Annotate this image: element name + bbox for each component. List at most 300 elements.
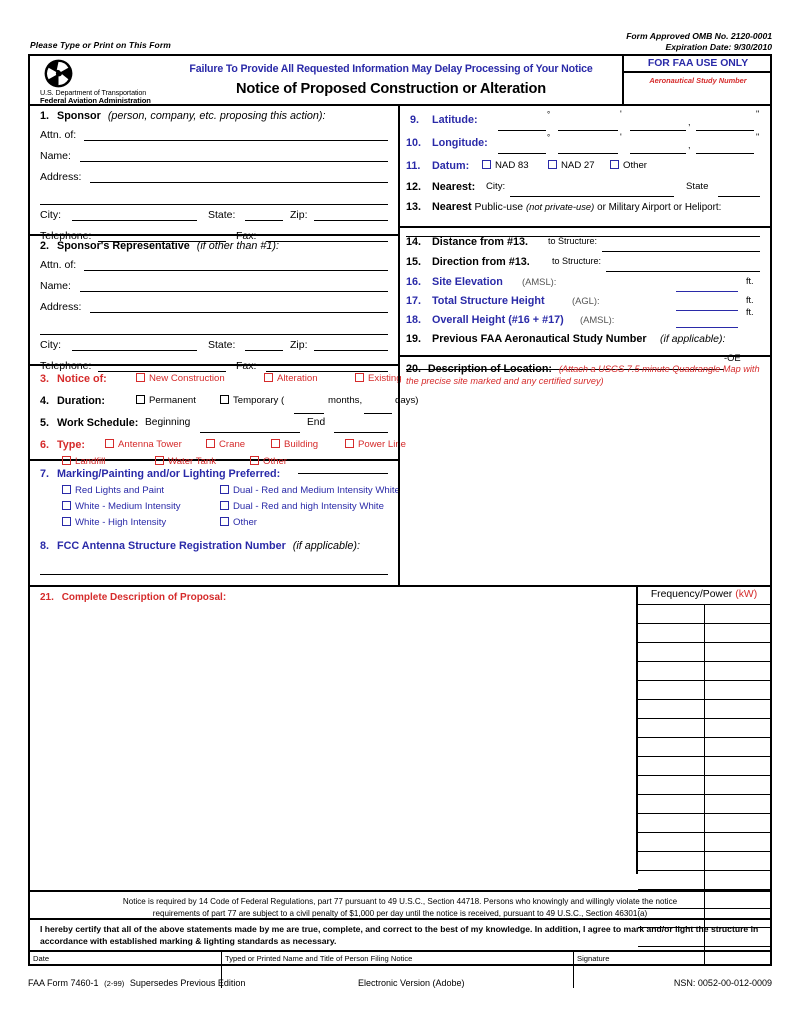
item-10-label: Longitude:: [432, 137, 488, 149]
item-16-number: 16.: [406, 276, 422, 288]
item-1-city-row: [40, 206, 390, 227]
item-7-number: 7.: [40, 468, 50, 480]
signature-label: Signature: [577, 954, 610, 963]
section-items-14-to-19: [400, 228, 770, 363]
item-6-option-1-label: Crane: [219, 439, 246, 450]
frequency-cell[interactable]: [638, 738, 705, 756]
footer-supersedes-note: Supersedes Previous Edition: [129, 978, 246, 988]
item-2-name-input[interactable]: [80, 277, 388, 292]
aeronautical-study-number-label: Aeronautical Study Number: [649, 76, 747, 85]
frequency-power-row[interactable]: [638, 605, 770, 624]
item-14-sub-label: to Structure:: [548, 236, 598, 246]
item-11-option-1-label: NAD 27: [561, 160, 595, 171]
item-10-number: 10.: [406, 137, 422, 149]
item-3-option-1-label: Alteration: [277, 373, 318, 384]
frequency-cell[interactable]: [638, 757, 705, 775]
item-6-option-building[interactable]: [271, 439, 318, 450]
item-3-row: [40, 370, 402, 392]
item-2-title: Sponsor's Representative: [57, 240, 190, 252]
power-cell[interactable]: [705, 624, 771, 642]
item-20-description-area[interactable]: [406, 387, 760, 567]
frequency-power-header-main: Frequency/Power: [650, 589, 733, 600]
item-2-address-input-2[interactable]: [40, 320, 388, 335]
item-9-minutes-input[interactable]: [558, 116, 618, 131]
item-9-row: [406, 111, 762, 134]
date-label: Date: [33, 954, 50, 963]
item-10-degree-symbol: °: [547, 133, 551, 142]
frequency-power-row[interactable]: [638, 814, 770, 833]
footer-form-identifier: [28, 978, 245, 988]
item-2-title-note: (if other than #1):: [196, 240, 280, 252]
item-9-second-symbol: ": [756, 109, 760, 119]
item-21-label: Complete Description of Proposal:: [61, 592, 227, 603]
item-1-city-input[interactable]: [72, 206, 197, 221]
item-2-city-label: City:: [40, 339, 61, 351]
item-1-title: Sponsor: [57, 110, 101, 122]
power-cell[interactable]: [705, 700, 771, 718]
frequency-power-row[interactable]: [638, 833, 770, 852]
item-6-option-antenna-tower[interactable]: [105, 439, 182, 450]
item-13-label-note: (not private-use): [525, 201, 595, 212]
item-7-option-1-label: Dual - Red and Medium Intensity White: [233, 485, 400, 496]
item-2-zip-label: Zip:: [290, 339, 308, 351]
item-7-row-3: [40, 514, 390, 530]
checkbox-building-icon[interactable]: [271, 439, 280, 448]
item-7-option-dual-red-high-white[interactable]: [220, 501, 384, 512]
item-3-label: Notice of:: [57, 373, 107, 385]
for-faa-use-only-title: FOR FAA USE ONLY: [624, 56, 772, 73]
item-12-city-label: City:: [486, 181, 506, 192]
item-10-seconds-input[interactable]: [630, 139, 686, 154]
item-8-number: 8.: [40, 540, 50, 552]
frequency-cell[interactable]: [638, 681, 705, 699]
item-2-attn-input[interactable]: [84, 256, 388, 271]
item-1-address-input[interactable]: [90, 168, 388, 183]
item-6-option-0-label: Antenna Tower: [118, 439, 182, 450]
page-title: Notice of Proposed Construction or Alteration: [236, 81, 546, 97]
checkbox-red-lights-and-paint-icon[interactable]: [62, 485, 71, 494]
checkbox-crane-icon[interactable]: [206, 439, 215, 448]
checkbox-white-high-intensity-icon[interactable]: [62, 517, 71, 526]
item-7-option-red-lights-and-paint[interactable]: [62, 485, 164, 496]
item-5-row: [40, 414, 390, 436]
item-7-option-other[interactable]: [220, 517, 257, 528]
item-17-label: Total Structure Height: [432, 295, 545, 307]
item-13-label-group: [432, 201, 721, 213]
item-6-option-power-line[interactable]: [345, 439, 406, 450]
item-8-input-row: [40, 552, 390, 570]
item-2-name-row: [40, 277, 390, 298]
item-1-telephone-label: Telephone:: [40, 230, 92, 242]
item-5-end-input[interactable]: [334, 418, 388, 433]
frequency-cell[interactable]: [638, 643, 705, 661]
item-1-attn-input[interactable]: [84, 126, 388, 141]
item-17-row: [406, 292, 762, 311]
checkbox-dual-red-medium-white-icon[interactable]: [220, 485, 229, 494]
item-7-option-0-label: Red Lights and Paint: [75, 485, 165, 496]
item-1-zip-label: Zip:: [290, 209, 308, 221]
item-5-number: 5.: [40, 417, 50, 429]
item-20-label: Description of Location:: [427, 363, 553, 375]
item-2-city-row: [40, 336, 390, 357]
item-11-option-0-label: NAD 83: [495, 160, 529, 171]
item-18-overall-height-input[interactable]: [676, 313, 738, 328]
item-6-option-4-label: Landfill: [75, 456, 106, 467]
item-13-row: [406, 198, 762, 216]
checkbox-nad-83-icon[interactable]: [482, 160, 491, 169]
frequency-power-row[interactable]: [638, 852, 770, 871]
item-4-temporary-label: Temporary (: [233, 395, 285, 406]
item-6-row-1: [40, 436, 406, 453]
item-17-unit-label: ft.: [746, 295, 754, 305]
item-1-fax-label: Fax:: [236, 230, 257, 242]
item-19-suffix: -OE: [724, 352, 741, 363]
item-1-attn-row: [40, 126, 390, 147]
item-12-row: [406, 178, 762, 198]
item-6-option-5-label: Water Tank: [168, 456, 216, 467]
item-10-fraction-input[interactable]: [696, 139, 754, 154]
item-3-option-0-label: New Construction: [149, 373, 225, 384]
frequency-power-row[interactable]: [638, 662, 770, 681]
item-10-row: [406, 134, 762, 157]
power-cell[interactable]: [705, 757, 771, 775]
item-8-registration-input[interactable]: [40, 560, 388, 575]
item-16-row: [406, 273, 762, 292]
item-1-number: 1.: [40, 110, 50, 122]
section-items-7-to-8: [30, 461, 398, 585]
item-5-label: Work Schedule:: [57, 417, 139, 429]
footer-form-number: FAA Form 7460-1: [28, 978, 99, 988]
item-6-option-2-label: Building: [284, 439, 319, 450]
section-items-9-to-13: [400, 106, 770, 228]
item-11-option-2-label: Other: [623, 160, 647, 171]
item-20-number: 20.: [406, 363, 422, 375]
checkbox-temporary-icon[interactable]: [220, 395, 229, 404]
frequency-power-row[interactable]: [638, 776, 770, 795]
item-17-number: 17.: [406, 295, 422, 307]
power-cell[interactable]: [705, 719, 771, 737]
item-12-label: Nearest:: [432, 181, 476, 193]
item-1-state-input[interactable]: [245, 206, 283, 221]
form-header: [30, 56, 770, 106]
item-2-address-input[interactable]: [90, 298, 388, 313]
item-2-state-input[interactable]: [245, 336, 283, 351]
power-cell[interactable]: [705, 662, 771, 680]
power-cell[interactable]: [705, 605, 771, 623]
frequency-power-row[interactable]: [638, 643, 770, 662]
footer-nsn: NSN: 0052-00-012-0009: [673, 978, 772, 988]
item-9-label: Latitude:: [432, 114, 478, 126]
checkbox-power-line-icon[interactable]: [345, 439, 354, 448]
item-10-comma: ,: [688, 140, 691, 150]
item-2-address-label: Address:: [40, 301, 82, 313]
item-4-number: 4.: [40, 395, 50, 407]
dot-agency-line: U.S. Department of Transportation: [40, 88, 147, 97]
item-8-label: FCC Antenna Structure Registration Number: [57, 540, 286, 552]
item-12-state-input[interactable]: [718, 182, 760, 197]
item-16-label: Site Elevation: [432, 276, 503, 288]
item-7-option-5-label: Other: [233, 517, 257, 528]
typed-name-label: Typed or Printed Name and Title of Person Filing Notice: [225, 954, 413, 963]
item-15-number: 15.: [406, 256, 422, 268]
frequency-power-header: [638, 585, 770, 605]
frequency-power-row[interactable]: [638, 795, 770, 814]
power-cell[interactable]: [705, 738, 771, 756]
item-2-fax-label: Fax:: [236, 360, 257, 372]
omb-number: Form Approved OMB No. 2120-0001: [626, 31, 772, 41]
frequency-power-row[interactable]: [638, 681, 770, 700]
item-2-number: 2.: [40, 240, 50, 252]
item-14-number: 14.: [406, 236, 422, 248]
statutory-notice-line-2: requirements of part 77 are subject to a civil penalty of $1,000 per day until the notice is received, pursuant to 49 U.S.C., Section 46301(a): [152, 908, 648, 918]
frequency-power-row[interactable]: [638, 871, 770, 890]
item-18-row: [406, 307, 762, 330]
checkbox-white-medium-intensity-icon[interactable]: [62, 501, 71, 510]
item-1-name-row: [40, 147, 390, 168]
item-3-number: 3.: [40, 373, 50, 385]
frequency-cell[interactable]: [638, 871, 705, 889]
item-6-option-6-label: Other: [263, 456, 287, 467]
item-20-note: (Attach a USGS 7.5 minute Quadrangle Map with the precise site marked and any certified survey): [406, 364, 760, 386]
item-1-address-row: [40, 168, 390, 189]
power-cell[interactable]: [705, 852, 771, 870]
item-5-beginning-label: Beginning: [145, 417, 191, 428]
item-21-description-area[interactable]: [36, 613, 630, 871]
checkbox-existing-icon[interactable]: [355, 373, 364, 382]
frequency-power-row[interactable]: [638, 719, 770, 738]
item-1-attn-label: Attn. of:: [40, 129, 77, 141]
frequency-power-row[interactable]: [638, 757, 770, 776]
frequency-power-row[interactable]: [638, 700, 770, 719]
item-7-heading: [40, 468, 390, 480]
item-6-option-3-label: Power Line: [358, 439, 406, 450]
header-warning-subtitle: Failure To Provide All Requested Information May Delay Processing of Your Notice: [189, 63, 593, 75]
item-2-state-label: State:: [208, 339, 236, 351]
checkbox-antenna-tower-icon[interactable]: [105, 439, 114, 448]
item-12-city-input[interactable]: [510, 182, 674, 197]
item-6-option-crane[interactable]: [206, 439, 245, 450]
frequency-cell[interactable]: [638, 662, 705, 680]
item-13-label-bold: Nearest: [432, 201, 472, 213]
section-item-1-sponsor: [30, 106, 398, 242]
item-1-heading: [40, 110, 390, 122]
item-10-minute-symbol: ': [620, 132, 622, 142]
power-cell[interactable]: [705, 833, 771, 851]
item-13-label-rest: Public-use: [474, 202, 524, 213]
statutory-notice-block: [30, 890, 770, 920]
item-18-sub-label: (AMSL):: [580, 314, 615, 325]
item-3-option-new-construction[interactable]: [136, 373, 225, 384]
item-2-address-row-2: [40, 319, 390, 336]
faa-agency-line: Federal Aviation Administration: [40, 96, 151, 105]
item-7-row-1: [40, 482, 400, 498]
item-19-number: 19.: [406, 333, 422, 345]
item-4-permanent-label: Permanent: [149, 395, 196, 406]
item-1-title-note: (person, company, etc. proposing this action):: [107, 110, 326, 122]
item-7-option-3-label: Dual - Red and high Intensity White: [233, 501, 384, 512]
item-3-option-2-label: Existing: [368, 373, 402, 384]
item-1-city-label: City:: [40, 209, 61, 221]
item-2-heading: [40, 240, 390, 252]
item-2-telephone-label: Telephone:: [40, 360, 92, 372]
power-cell[interactable]: [705, 814, 771, 832]
item-4-label: Duration:: [57, 395, 105, 407]
right-column: [400, 106, 770, 585]
item-11-option-nad-27[interactable]: [548, 160, 595, 171]
statutory-notice-line-1: Notice is required by 14 Code of Federal Regulations, part 77 pursuant to 49 U.S.C., Section 44718. Persons who knowingly and willingly violate the notice: [122, 897, 678, 906]
item-9-fraction-input[interactable]: [696, 116, 754, 131]
frequency-cell[interactable]: [638, 719, 705, 737]
checkbox-dual-red-high-white-icon[interactable]: [220, 501, 229, 510]
item-4-months-input[interactable]: [294, 399, 324, 414]
item-4-days-label: days): [395, 395, 419, 406]
item-5-beginning-input[interactable]: [200, 418, 300, 433]
frequency-cell[interactable]: [638, 795, 705, 813]
for-faa-use-only-box: [622, 56, 772, 104]
frequency-cell[interactable]: [638, 814, 705, 832]
frequency-power-row[interactable]: [638, 624, 770, 643]
please-type-note: Please Type or Print on This Form: [30, 40, 171, 50]
item-16-unit-label: ft.: [746, 276, 754, 286]
item-21-heading: [40, 592, 226, 603]
item-8-heading: [40, 540, 390, 552]
item-17-height-input[interactable]: [676, 296, 738, 311]
item-3-option-alteration[interactable]: [264, 373, 318, 384]
checkbox-new-construction-icon[interactable]: [136, 373, 145, 382]
frequency-cell[interactable]: [638, 776, 705, 794]
frequency-cell[interactable]: [638, 624, 705, 642]
item-1-zip-input[interactable]: [314, 206, 388, 221]
item-7-label: Marking/Painting and/or Lighting Preferred:: [57, 468, 281, 480]
item-9-comma: ,: [688, 117, 691, 127]
item-2-attn-row: [40, 256, 390, 277]
item-9-number: 9.: [410, 114, 420, 126]
checkbox-permanent-icon[interactable]: [136, 395, 145, 404]
item-9-degrees-input[interactable]: [498, 116, 546, 131]
item-4-days-input[interactable]: [364, 399, 392, 414]
item-1-address-input-2[interactable]: [40, 190, 388, 205]
item-12-state-label: State: [686, 181, 709, 192]
footer-version-note: Electronic Version (Adobe): [358, 978, 465, 988]
item-12-number: 12.: [406, 181, 422, 193]
item-17-sub-label: (AGL):: [572, 295, 600, 306]
item-4-months-label: months,: [328, 395, 363, 406]
section-item-2-representative: [30, 236, 398, 372]
item-4-option-temporary[interactable]: [220, 395, 284, 406]
checkbox-lighting-other-icon[interactable]: [220, 517, 229, 526]
item-8-label-note: (if applicable):: [292, 540, 360, 552]
frequency-power-header-unit: (kW): [735, 589, 758, 600]
item-7-option-4-label: White - High Intensity: [75, 517, 167, 528]
item-1-name-input[interactable]: [80, 147, 388, 162]
item-2-zip-input[interactable]: [314, 336, 388, 351]
item-19-label-note: (if applicable):: [660, 333, 726, 345]
omb-expiration: Expiration Date: 9/30/2010: [665, 42, 772, 52]
item-7-row-2: [40, 498, 390, 514]
item-11-option-other[interactable]: [610, 160, 647, 171]
item-16-elevation-input[interactable]: [676, 277, 738, 292]
item-18-label: Overall Height (#16 + #17): [432, 314, 564, 326]
item-10-degrees-input[interactable]: [498, 139, 546, 154]
item-20-heading: [406, 363, 760, 387]
item-9-degree-symbol: °: [547, 110, 551, 119]
item-14-distance-input[interactable]: [602, 237, 760, 252]
item-11-option-nad-83[interactable]: [482, 160, 529, 171]
item-6-number: 6.: [40, 439, 50, 451]
header-titles: [160, 56, 622, 104]
item-18-number: 18.: [406, 314, 422, 326]
item-11-label: Datum:: [432, 160, 470, 172]
item-15-direction-input[interactable]: [606, 257, 760, 272]
omb-approval-block: [626, 31, 772, 53]
frequency-cell[interactable]: [638, 852, 705, 870]
power-cell[interactable]: [705, 681, 771, 699]
checkbox-datum-other-icon[interactable]: [610, 160, 619, 169]
item-14-row: [406, 233, 762, 253]
item-4-row: [40, 392, 419, 414]
item-19-label: Previous FAA Aeronautical Study Number: [432, 333, 647, 345]
certification-statement: I hereby certify that all of the above statements made by me are true, complete, and correct to the best of my knowledge. In addition, I agree to mark and/or light the structure in accordance with established marking & lighting standards as necessary.: [30, 920, 770, 952]
footer-form-revision: (2-99): [104, 979, 125, 988]
power-cell[interactable]: [705, 776, 771, 794]
item-3-option-existing[interactable]: [355, 373, 402, 384]
item-1-name-label: Name:: [40, 150, 71, 162]
form-frame: [28, 54, 772, 966]
item-6-label: Type:: [57, 439, 85, 451]
item-7-option-2-label: White - Medium Intensity: [75, 501, 181, 512]
item-21-number: 21.: [40, 592, 54, 603]
frequency-cell[interactable]: [638, 700, 705, 718]
frequency-cell[interactable]: [638, 605, 705, 623]
item-10-minutes-input[interactable]: [558, 139, 618, 154]
item-16-sub-label: (AMSL):: [522, 276, 557, 287]
power-cell[interactable]: [705, 643, 771, 661]
item-13-number: 13.: [406, 201, 422, 213]
item-7-option-dual-red-medium-white[interactable]: [220, 485, 400, 496]
item-2-name-label: Name:: [40, 280, 71, 292]
power-cell[interactable]: [705, 871, 771, 889]
item-9-seconds-input[interactable]: [630, 116, 686, 131]
item-19-row: [406, 330, 762, 348]
item-15-row: [406, 253, 762, 273]
power-cell[interactable]: [705, 795, 771, 813]
item-10-second-symbol: ": [756, 132, 760, 142]
item-7-option-white-medium-intensity[interactable]: [62, 501, 181, 512]
item-15-sub-label: to Structure:: [552, 256, 602, 266]
frequency-power-row[interactable]: [638, 738, 770, 757]
item-13-label-tail: or Military Airport or Heliport:: [597, 202, 722, 213]
agency-identity: [34, 58, 160, 104]
frequency-cell[interactable]: [638, 833, 705, 851]
item-1-address-row-2: [40, 189, 390, 206]
item-9-minute-symbol: ': [620, 109, 622, 119]
item-2-attn-label: Attn. of:: [40, 259, 77, 271]
section-item-20: [400, 357, 770, 585]
item-11-number: 11.: [406, 160, 421, 172]
item-2-address-row: [40, 298, 390, 319]
dot-triskelion-logo-icon: [44, 59, 73, 88]
item-7-option-white-high-intensity[interactable]: [62, 517, 166, 528]
item-5-end-label: End: [307, 417, 326, 428]
item-1-state-label: State:: [208, 209, 236, 221]
item-14-label: Distance from #13.: [432, 236, 529, 248]
item-15-label: Direction from #13.: [432, 256, 530, 268]
item-2-city-input[interactable]: [72, 336, 197, 351]
checkbox-alteration-icon[interactable]: [264, 373, 273, 382]
item-4-option-permanent[interactable]: [136, 395, 196, 406]
item-18-unit-label: ft.: [746, 307, 754, 317]
checkbox-nad-27-icon[interactable]: [548, 160, 557, 169]
